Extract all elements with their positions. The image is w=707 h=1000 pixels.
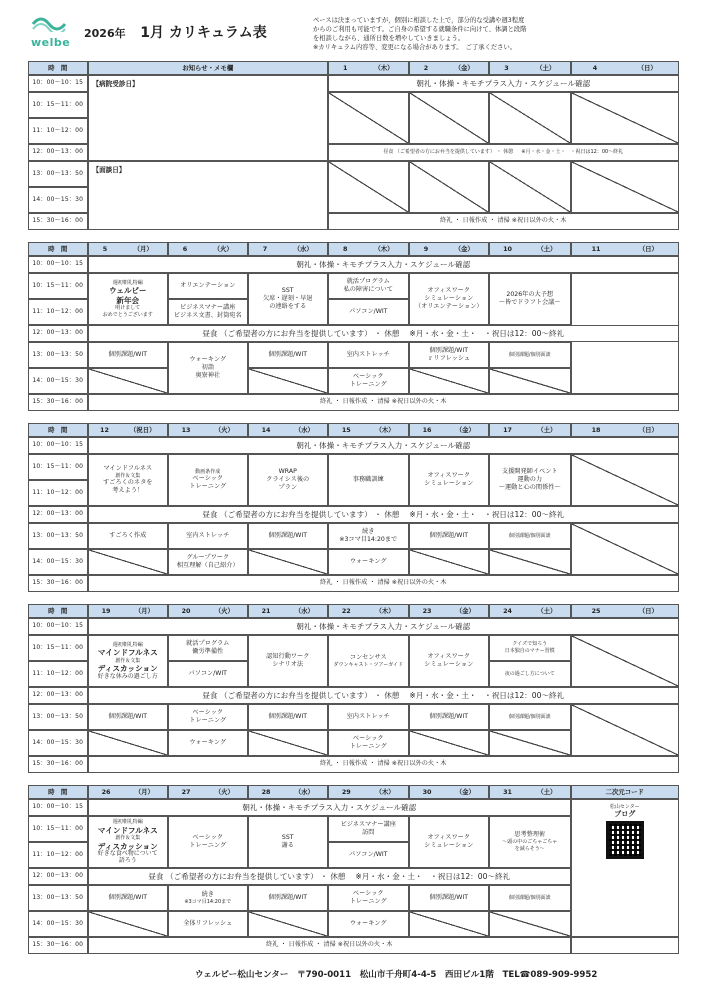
empty-cell [328, 161, 410, 214]
session-cell: 週初朝礼特編 ウェルビー 新年会 明けまして おめでとうございます [88, 273, 169, 326]
session-cell: 個別課題/WIT [88, 885, 169, 912]
day-header: 26 （月） [88, 785, 169, 800]
time-slot: 12：00〜13：00 [28, 144, 89, 162]
session-cell: SST 欠席・遅刻・早退 の連絡をする [248, 273, 329, 326]
empty-cell [489, 549, 572, 576]
session-cell: 夜の過ごし方について [489, 661, 572, 688]
empty-cell [409, 911, 490, 938]
time-slot: 15：30〜16：00 [28, 213, 89, 231]
session-cell: 続き ※3コマ目14:20まで [328, 523, 410, 550]
memo-header: お知らせ・メモ欄 [88, 61, 329, 76]
logo-text: welbe [31, 36, 71, 49]
day-header: 17 （土） [489, 423, 572, 438]
session-cell: 個別課題/WIT [409, 885, 490, 912]
session-cell: ベーシック トレーニング [328, 368, 410, 395]
time-header: 時 間 [28, 604, 89, 619]
session-cell: 個別課題/WIT [248, 885, 329, 912]
session-cell: 2026年の大予想 〜皆でドラフト会議〜 [489, 273, 572, 326]
time-slot: 10：00〜10：15 [28, 618, 89, 636]
time-slot: 10：00〜10：15 [28, 437, 89, 455]
session-cell: ウォーキング 初詣 奥寮神社 [168, 342, 249, 395]
day-header: 1 （木） [328, 61, 410, 76]
session-cell: 個別課題/個別面談 [489, 885, 572, 912]
empty-cell [248, 911, 329, 938]
time-slot: 10：15〜11：00 [28, 454, 89, 481]
empty-cell [571, 161, 680, 214]
empty-cell [571, 92, 680, 145]
time-slot: 11：10〜12：00 [28, 118, 89, 145]
day-header: 20 （火） [168, 604, 249, 619]
empty-cell [248, 730, 329, 757]
lunch-banner: 昼食 （ご希望者の方にお弁当を提供しています） ・ 休憩 ※月・水・金・土・ ・祝日は12：00〜終礼 [88, 687, 680, 705]
session-cell: オフィスワーク シミュレーション （オリエンテーション） [409, 273, 490, 326]
session-cell: ウォーキング [328, 549, 410, 576]
time-slot: 10：15〜11：00 [28, 635, 89, 662]
time-slot: 11：10〜12：00 [28, 661, 89, 688]
qr-panel: 松山センター ブログ [571, 799, 680, 938]
session-cell: 室内ストレッチ [328, 704, 410, 731]
session-cell: パソコン/WIT [168, 661, 249, 688]
session-cell: SST 謝る [248, 816, 329, 869]
session-cell: 個別課題/WIT [88, 342, 169, 369]
session-cell: 個別課題/WIT [409, 523, 490, 550]
session-cell: 室内ストレッチ [168, 523, 249, 550]
empty-cell [409, 730, 490, 757]
day-header: 23 （金） [409, 604, 490, 619]
day-header: 31 （土） [489, 785, 572, 800]
lunch-banner: 昼食 （ご希望者の方にお弁当を提供しています） ・ 休憩 ※月・水・金・土・ ・祝日は12：00〜終礼 [88, 325, 680, 343]
time-slot: 15：30〜16：00 [28, 575, 89, 593]
qr-header: 二次元コード [571, 785, 680, 800]
session-cell: パソコン/WIT [328, 842, 410, 869]
day-header: 28 （水） [248, 785, 329, 800]
session-cell: 個別課題/WIT [88, 704, 169, 731]
session-cell: オリエンテーション [168, 273, 249, 300]
closing-banner: 終礼 ・ 日報作成 ・ 清掃 ※祝日以外の火・木 [328, 213, 680, 231]
morning-banner: 朝礼・体操・キモチプラス入力・スケジュール確認 [88, 799, 572, 817]
day-header: 30 （金） [409, 785, 490, 800]
session-cell: クイズで知ろう 日本独自のマナー習慣 [489, 635, 572, 662]
session-cell: 個別課題/WIT [409, 704, 490, 731]
time-slot: 14：00〜15：30 [28, 911, 89, 938]
morning-banner: 朝礼・体操・キモチプラス入力・スケジュール確認 [88, 437, 680, 455]
session-cell: 全体リフレッシュ [168, 911, 249, 938]
time-slot: 13：00〜13：50 [28, 342, 89, 369]
day-header: 21 （水） [248, 604, 329, 619]
empty-cell [88, 730, 169, 757]
morning-banner: 朝礼・体操・キモチプラス入力・スケジュール確認 [88, 256, 680, 274]
day-header: 29 （木） [328, 785, 410, 800]
interview-note: 【面談日】 [88, 161, 329, 231]
session-cell: 認知行動ワーク シナリオ法 [248, 635, 329, 688]
empty-cell [88, 549, 169, 576]
time-slot: 14：00〜15：30 [28, 187, 89, 214]
time-slot: 15：30〜16：00 [28, 937, 89, 955]
time-slot: 13：00〜13：50 [28, 885, 89, 912]
session-cell: オフィスワーク シミュレーション [409, 816, 490, 869]
session-cell: コンセンサス ダウンキャスト・ツアーガイド [328, 635, 410, 688]
session-cell: パソコン/WIT [328, 299, 410, 326]
week-2 [28, 242, 679, 415]
empty-cell [409, 549, 490, 576]
closing-banner: 終礼 ・ 日報作成 ・ 清掃 ※祝日以外の火・木 [88, 937, 572, 955]
day-header: 4 （日） [571, 61, 680, 76]
closing-banner: 終礼 ・ 日報作成 ・ 清掃 ※祝日以外の火・木 [88, 575, 680, 593]
empty-cell [489, 730, 572, 757]
week-5 [28, 785, 679, 958]
empty-cell [489, 161, 572, 214]
session-cell: ビジネスマナー講座 訪問 [328, 816, 410, 843]
day-header: 8 （木） [328, 242, 410, 257]
empty-cell [571, 704, 680, 757]
session-cell: 続き ※3コマ目14:20まで [168, 885, 249, 912]
week-1 [28, 61, 679, 234]
empty-cell [571, 635, 680, 688]
empty-cell [409, 161, 490, 214]
session-cell: 個別課題/WIT ｒリフレッシュ [409, 342, 490, 369]
time-slot: 10：00〜10：15 [28, 256, 89, 274]
empty-cell [248, 368, 329, 395]
empty-cell [409, 92, 490, 145]
day-header: 6 （火） [168, 242, 249, 257]
week-4 [28, 604, 679, 777]
day-header: 25 （日） [571, 604, 680, 619]
hospital-visit-note: 【病院受診日】 [88, 75, 329, 162]
day-header: 2 （金） [409, 61, 490, 76]
day-header: 22 （木） [328, 604, 410, 619]
session-cell: すごろく作成 [88, 523, 169, 550]
empty-cell [88, 911, 169, 938]
day-header: 14 （水） [248, 423, 329, 438]
session-cell: ウォーキング [328, 911, 410, 938]
time-slot: 11：10〜12：00 [28, 480, 89, 507]
time-slot: 12：00〜13：00 [28, 325, 89, 343]
time-header: 時 間 [28, 785, 89, 800]
lunch-banner: 昼食 （ご希望者の方にお弁当を提供しています） ・ 休憩 ※月・水・金・土・ ・祝日は12：00〜終礼 [328, 144, 680, 162]
day-header: 24 （土） [489, 604, 572, 619]
time-slot: 15：30〜16：00 [28, 756, 89, 774]
day-header: 5 （月） [88, 242, 169, 257]
session-cell: WRAP クライシス後の プラン [248, 454, 329, 507]
day-header: 7 （水） [248, 242, 329, 257]
empty-cell [489, 92, 572, 145]
session-cell: 個別課題/個別面談 [489, 342, 572, 369]
session-cell: 動画条作成 ベーシック トレーニング [168, 454, 249, 507]
footer-address: ウェルビー松山センター 〒790-0011 松山市千舟町4-4-5 西田ビル1階 TEL☎089-909-9952 [195, 970, 598, 980]
qr-code-icon[interactable] [606, 821, 644, 859]
time-slot: 10：00〜10：15 [28, 799, 89, 817]
day-header: 12 （祝日） [88, 423, 169, 438]
lunch-banner: 昼食 （ご希望者の方にお弁当を提供しています） ・ 休憩 ※月・水・金・土・ ・祝日は12：00〜終礼 [88, 506, 680, 524]
day-header: 19 （月） [88, 604, 169, 619]
empty-cell [489, 911, 572, 938]
session-cell: 週初朝礼特編 マインドフルネス 創作＆文集 ディスカッション 好きな休みの過ごし方 [88, 635, 169, 688]
empty-cell [88, 368, 169, 395]
session-cell: 室内ストレッチ [328, 342, 410, 369]
session-cell: 個別課題/WIT [248, 523, 329, 550]
day-header: 9 （金） [409, 242, 490, 257]
time-slot: 10：15〜11：00 [28, 816, 89, 843]
session-cell: 就活プログラム 働労準備性 [168, 635, 249, 662]
empty-cell [328, 92, 410, 145]
page-header [28, 12, 683, 60]
day-header: 10 （土） [489, 242, 572, 257]
closing-banner: 終礼 ・ 日報作成 ・ 清掃 ※祝日以外の火・木 [88, 394, 680, 412]
day-header: 3 （土） [489, 61, 572, 76]
time-slot: 12：00〜13：00 [28, 868, 89, 886]
day-header: 11 （日） [571, 242, 680, 257]
session-cell: 個別課題/WIT [248, 704, 329, 731]
time-slot: 14：00〜15：30 [28, 549, 89, 576]
session-cell: オフィスワーク シミュレーション [409, 454, 490, 507]
session-cell: 個別課題/個別面談 [489, 704, 572, 731]
time-slot: 10：00〜10：15 [28, 75, 89, 93]
time-slot: 10：15〜11：00 [28, 273, 89, 300]
session-cell: ベーシック トレーニング [168, 704, 249, 731]
day-header: 16 （金） [409, 423, 490, 438]
session-cell: ベーシック トレーニング [328, 885, 410, 912]
empty-cell [248, 549, 329, 576]
session-cell: 就活プログラム 私の障害について [328, 273, 410, 300]
time-slot: 11：10〜12：00 [28, 299, 89, 326]
time-header: 時 間 [28, 61, 89, 76]
header-notes: ペースは決まっていますが，個別に相談した上で，部分的な受講や週3程度 からのご利用も可能です。ご自身の希望する就職条件に向けて、体調と段階 を相談しながら、通所日数を増やしていきましょう。 ※カリキュラム内容等、変更になる場合があります。 ご了承ください。 [313, 17, 527, 51]
day-header: 15 （木） [328, 423, 410, 438]
session-cell: マインドフルネス 創作＆文集 すごろくのネタを 考えよう！ [88, 454, 169, 507]
session-cell: 個別課題/WIT [248, 342, 329, 369]
empty-cell [489, 368, 572, 395]
time-slot: 13：00〜13：50 [28, 161, 89, 188]
day-header: 13 （火） [168, 423, 249, 438]
session-cell: ビジネスマナー講座 ビジネス文書、封筒宛名 [168, 299, 249, 326]
empty-cell [571, 523, 680, 576]
time-slot: 13：00〜13：50 [28, 523, 89, 550]
welbe-logo-icon [32, 16, 66, 32]
time-slot: 13：00〜13：50 [28, 704, 89, 731]
day-header: 18 （日） [571, 423, 680, 438]
session-cell: ウォーキング [168, 730, 249, 757]
day-header: 27 （火） [168, 785, 249, 800]
time-slot: 14：00〜15：30 [28, 368, 89, 395]
session-cell: 週初朝礼特編 マインドフルネス 創作＆文集 ディスカッション 好きな食べ物について 語ろう [88, 816, 169, 869]
time-slot: 15：30〜16：00 [28, 394, 89, 412]
session-cell: オフィスワーク シミュレーション [409, 635, 490, 688]
session-cell: 思考整理術 〜頭の中のごちゃごちゃ を減らそう〜 [489, 816, 572, 869]
time-slot: 11：10〜12：00 [28, 842, 89, 869]
time-slot: 12：00〜13：00 [28, 687, 89, 705]
empty-cell [409, 368, 490, 395]
closing-banner: 終礼 ・ 日報作成 ・ 清掃 ※祝日以外の火・木 [88, 756, 680, 774]
morning-banner: 朝礼・体操・キモチプラス入力・スケジュール確認 [88, 618, 680, 636]
session-cell: グループワーク 相互理解（自己紹介） [168, 549, 249, 576]
lunch-banner: 昼食 （ご希望者の方にお弁当を提供しています） ・ 休憩 ※月・水・金・土・ ・祝日は12：00〜終礼 [88, 868, 572, 886]
time-slot: 10：15〜11：00 [28, 92, 89, 119]
session-cell: ベーシック トレーニング [168, 816, 249, 869]
time-header: 時 間 [28, 242, 89, 257]
time-header: 時 間 [28, 423, 89, 438]
session-cell: 支援開発師イベント 運動の力 〜運動と心の関係性〜 [489, 454, 572, 507]
time-slot: 14：00〜15：30 [28, 730, 89, 757]
empty-cell [571, 937, 680, 955]
session-cell: 事務職訓練 [328, 454, 410, 507]
morning-banner: 朝礼・体操・キモチプラス入力・スケジュール確認 [328, 75, 680, 93]
week-3 [28, 423, 679, 596]
session-cell: ベーシック トレーニング [328, 730, 410, 757]
page-title: 2026年 1月 カリキュラム表 [84, 25, 267, 41]
empty-cell [571, 454, 680, 507]
session-cell: 個別課題/個別面談 [489, 523, 572, 550]
time-slot: 12：00〜13：00 [28, 506, 89, 524]
